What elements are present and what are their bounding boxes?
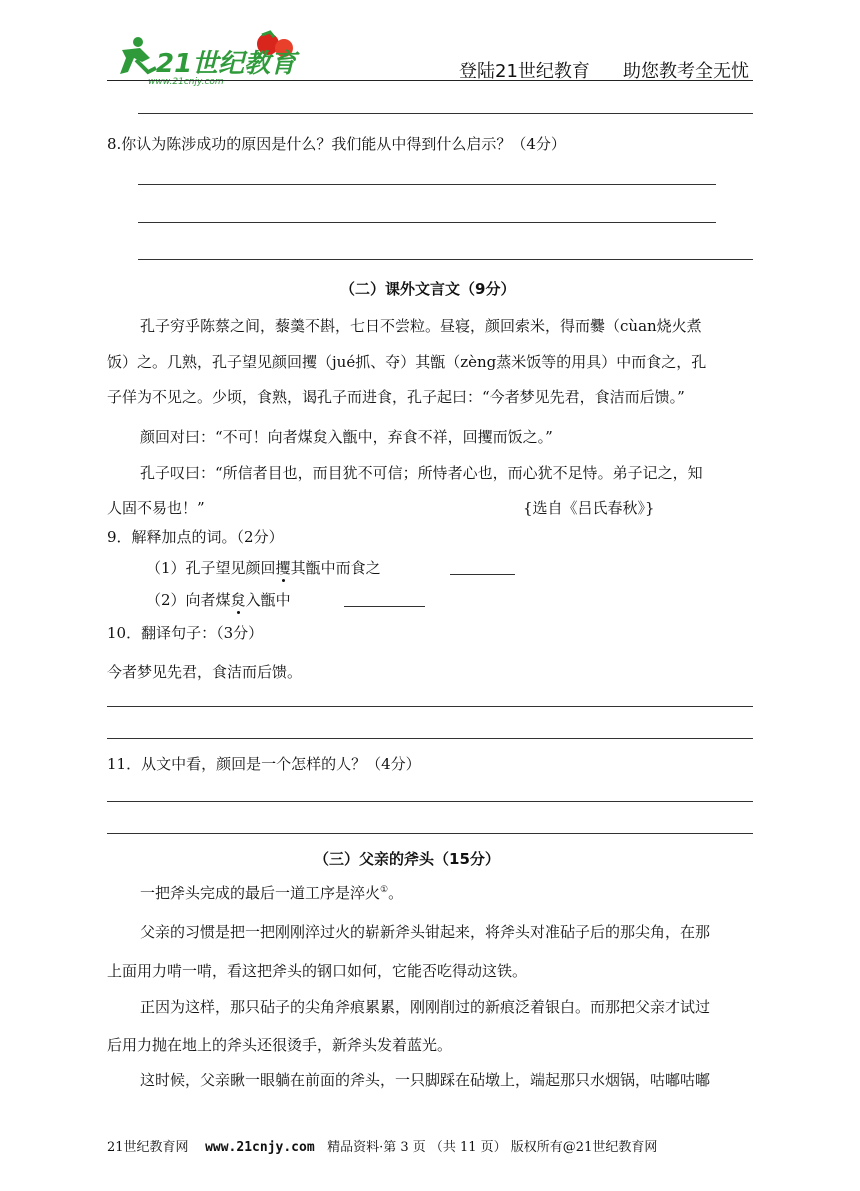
answer-line xyxy=(107,738,753,739)
passage-line: 孔子叹曰：“所信者目也，而目犹不可信；所恃者心也，而心犹不足恃。弟子记之，知 xyxy=(140,464,703,482)
page-footer xyxy=(107,1141,657,1154)
answer-line xyxy=(107,706,753,707)
footer-url[interactable]: www.21cnjy.com xyxy=(205,1140,315,1155)
question-11: 11．从文中看，颜回是一个怎样的人？（4分） xyxy=(107,755,421,773)
answer-line xyxy=(138,259,753,260)
question-10-sentence: 今者梦见先君，食洁而后馈。 xyxy=(107,663,303,681)
passage-line: 正因为这样，那只砧子的尖角斧痕累累，刚刚削过的新痕泛着银白。而那把父亲才试过 xyxy=(140,998,711,1016)
answer-line xyxy=(138,184,716,185)
question-9-item-2: （2）向者煤炱入甑中 xyxy=(146,591,291,609)
source-citation: {选自《吕氏春秋》} xyxy=(523,499,655,517)
passage-line: 孔子穷乎陈蔡之间，藜羹不斟，七日不尝粒。昼寝，颜回索米，得而爨（cùan烧火煮 xyxy=(140,317,702,335)
footer-text: 精品资料·第 3 页 （共 11 页） 版权所有@21世纪教育网 xyxy=(327,1140,658,1155)
passage-line: 后用力抛在地上的斧头还很烫手，新斧头发着蓝光。 xyxy=(107,1036,453,1054)
passage-line: 饭）之。几熟，孔子望见颜回攫（jué抓、夺）其甑（zèng蒸米饭等的用具）中而食之，孔 xyxy=(107,353,707,371)
answer-line xyxy=(138,222,716,223)
passage-line: 一把斧头完成的最后一道工序是淬火①。 xyxy=(140,884,404,902)
svg-text:21世纪教育: 21世纪教育 xyxy=(156,49,297,79)
question-9: 9．解释加点的词。（2分） xyxy=(107,528,284,546)
question-8: 8.你认为陈涉成功的原因是什么？我们能从中得到什么启示？（4分） xyxy=(107,135,566,153)
question-9-item-1: （1）孔子望见颜回攫其甑中而食之 xyxy=(146,559,381,577)
header-rule xyxy=(107,80,753,81)
passage-line: 父亲的习惯是把一把刚刚淬过火的崭新斧头钳起来，将斧头对准砧子后的那尖角，在那 xyxy=(140,923,711,941)
runner-icon xyxy=(120,37,156,74)
passage-line: 子佯为不见之。少顷，食熟，谒孔子而进食，孔子起曰：“今者梦见先君，食洁而后馈。” xyxy=(107,388,685,406)
header-tag-right: 助您教考全无忧 xyxy=(623,61,749,82)
answer-blank xyxy=(450,574,515,575)
emphasis-dot: 炱 xyxy=(230,591,246,609)
question-10: 10．翻译句子：（3分） xyxy=(107,624,264,642)
site-logo xyxy=(108,28,308,86)
answer-line xyxy=(138,113,753,114)
answer-blank xyxy=(344,606,425,607)
section-3-title: （三）父亲的斧头（15分） xyxy=(314,850,500,868)
passage-line: 颜回对曰：“不可！向者煤炱入甑中，弃食不祥，回攫而饭之。” xyxy=(140,428,553,446)
passage-line: 人固不易也！” xyxy=(107,499,205,517)
answer-line xyxy=(107,833,753,834)
emphasis-dot: 攫 xyxy=(275,559,291,577)
section-2-title: （二）课外文言文（9分） xyxy=(340,280,516,298)
footer-site: 21世纪教育网 xyxy=(107,1140,189,1155)
passage-line: 这时候，父亲瞅一眼躺在前面的斧头，一只脚踩在砧墩上，端起那只水烟锅，咕嘟咕嘟 xyxy=(140,1071,711,1089)
passage-line: 上面用力啃一啃，看这把斧头的钢口如何，它能否吃得动这铁。 xyxy=(107,962,528,980)
footnote-marker: ① xyxy=(380,885,389,895)
answer-line xyxy=(107,801,753,802)
header-tag-left: 登陆21世纪教育 xyxy=(459,61,590,82)
svg-text:www.21cnjy.com: www.21cnjy.com xyxy=(148,77,224,86)
